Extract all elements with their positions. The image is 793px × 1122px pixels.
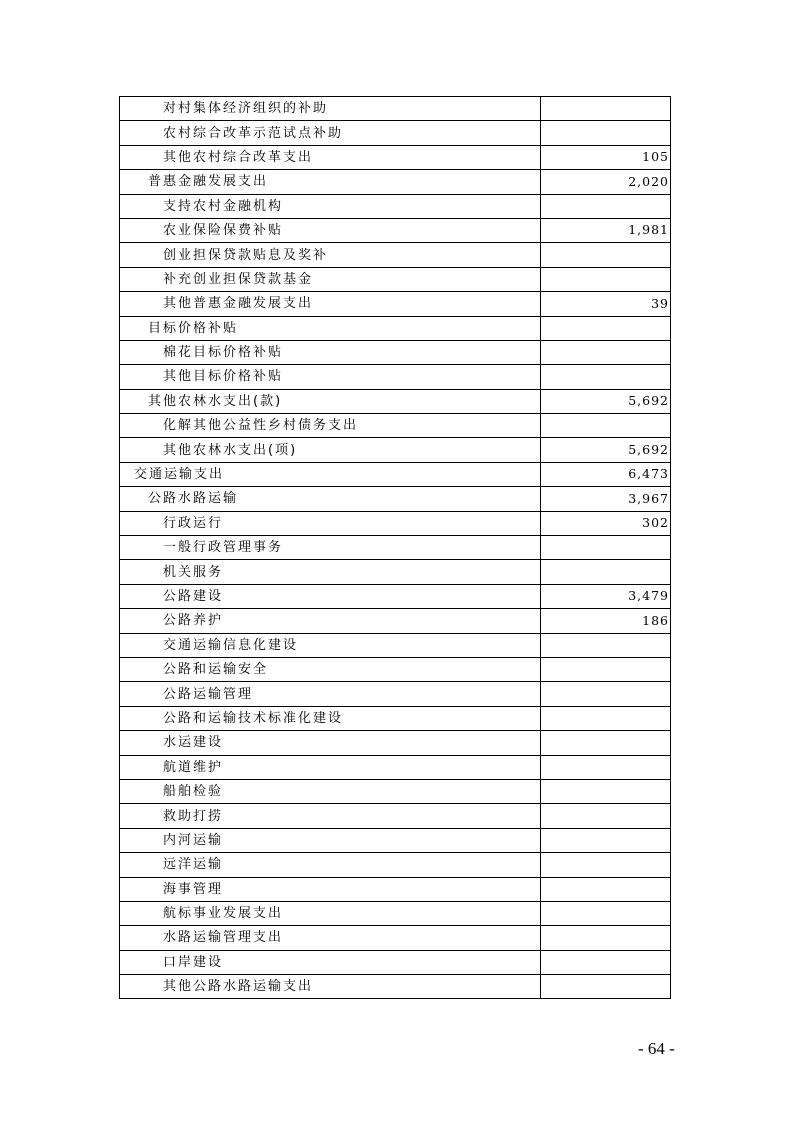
row-item-name	[120, 194, 541, 218]
row-item-name-text: 公路建设	[163, 589, 224, 604]
row-amount	[540, 536, 670, 560]
row-item-name	[120, 243, 541, 267]
row-item-name-text: 其他普惠金融发展支出	[163, 296, 314, 312]
row-item-name-text: 公路运输管理	[163, 686, 254, 702]
table-row	[120, 804, 671, 828]
row-item-name	[120, 584, 541, 608]
row-item-name	[120, 292, 541, 316]
row-item-name-text: 对村集体经济组织的补助	[163, 101, 329, 117]
table-row	[120, 414, 671, 438]
table-row	[120, 877, 671, 901]
row-amount	[540, 828, 670, 852]
row-amount	[540, 657, 670, 681]
row-item-name	[120, 389, 541, 413]
row-amount	[540, 365, 670, 389]
row-item-name	[120, 901, 541, 925]
budget-table	[119, 96, 671, 999]
row-item-name-text: 棉花目标价格补贴	[163, 345, 284, 361]
row-amount: 186	[540, 609, 670, 633]
table-row	[120, 267, 671, 291]
table-row	[120, 438, 671, 462]
table-row	[120, 218, 671, 242]
row-amount	[540, 194, 670, 218]
row-item-name	[120, 340, 541, 364]
row-item-name-text: 农业保险保费补贴	[163, 223, 284, 239]
row-item-name	[120, 877, 541, 901]
row-amount: 105	[540, 145, 670, 169]
row-item-name-text: 机关服务	[163, 564, 224, 580]
row-item-name	[120, 804, 541, 828]
table-row	[120, 462, 671, 486]
table-row	[120, 194, 671, 218]
row-amount: 1,981	[540, 218, 670, 242]
row-item-name	[120, 657, 541, 681]
row-item-name-text: 一般行政管理事务	[163, 540, 284, 556]
table-row	[120, 853, 671, 877]
row-amount	[540, 267, 670, 291]
table-row	[120, 340, 671, 364]
row-amount	[540, 755, 670, 779]
row-item-name	[120, 926, 541, 950]
row-item-name-text: 其他目标价格补贴	[163, 369, 284, 385]
row-item-name-text: 其他农林水支出(款)	[148, 393, 283, 409]
row-item-name	[120, 609, 541, 633]
row-amount	[540, 560, 670, 584]
row-item-name-text: 化解其他公益性乡村债务支出	[163, 418, 359, 434]
table-row	[120, 779, 671, 803]
row-amount: 3,479	[540, 584, 670, 608]
row-amount	[540, 779, 670, 803]
table-row	[120, 706, 671, 730]
row-item-name	[120, 414, 541, 438]
row-item-name-text: 内河运输	[163, 832, 224, 848]
row-item-name	[120, 145, 541, 169]
page-number: - 64 -	[638, 1039, 675, 1058]
row-item-name	[120, 706, 541, 730]
row-item-name	[120, 365, 541, 389]
row-item-name	[120, 779, 541, 803]
table-row	[120, 536, 671, 560]
table-row	[120, 243, 671, 267]
row-item-name-text: 公路水路运输	[148, 491, 239, 507]
row-item-name-text: 口岸建设	[163, 954, 224, 970]
row-item-name-text: 水路运输管理支出	[163, 930, 284, 946]
table-row	[120, 97, 671, 121]
table-body	[120, 97, 671, 999]
table-row	[120, 316, 671, 340]
table-row	[120, 633, 671, 657]
row-item-name	[120, 853, 541, 877]
table-row	[120, 657, 671, 681]
row-item-name-text: 公路和运输技术标准化建设	[163, 710, 344, 726]
table-row	[120, 584, 671, 608]
row-item-name	[120, 536, 541, 560]
row-amount	[540, 682, 670, 706]
row-amount: 3,967	[540, 487, 670, 511]
row-item-name-text: 创业担保贷款贴息及奖补	[163, 247, 329, 263]
row-item-name	[120, 121, 541, 145]
row-amount	[540, 804, 670, 828]
row-amount	[540, 633, 670, 657]
table-row	[120, 511, 671, 535]
row-item-name-text: 远洋运输	[163, 857, 224, 873]
row-item-name-text: 公路和运输安全	[163, 662, 269, 678]
table-row	[120, 901, 671, 925]
row-item-name-text: 普惠金融发展支出	[148, 174, 269, 190]
row-item-name-text: 交通运输支出	[134, 467, 225, 483]
table-row	[120, 121, 671, 145]
row-item-name	[120, 438, 541, 462]
row-item-name-text: 公路养护	[163, 613, 224, 629]
table-row	[120, 950, 671, 974]
row-item-name-text: 行政运行	[163, 515, 224, 531]
row-amount: 2,020	[540, 170, 670, 194]
row-item-name	[120, 487, 541, 511]
row-amount: 5,692	[540, 438, 670, 462]
table-row	[120, 170, 671, 194]
row-item-name	[120, 755, 541, 779]
row-amount	[540, 243, 670, 267]
table-row	[120, 365, 671, 389]
row-item-name-text: 其他农林水支出(项)	[163, 442, 298, 458]
row-item-name	[120, 462, 541, 486]
table-row	[120, 731, 671, 755]
row-item-name-text: 航标事业发展支出	[163, 906, 284, 922]
table-row	[120, 926, 671, 950]
row-amount	[540, 414, 670, 438]
table-row	[120, 609, 671, 633]
table-row	[120, 487, 671, 511]
row-item-name	[120, 975, 541, 999]
row-item-name-text: 救助打捞	[163, 808, 224, 824]
row-item-name-text: 船舶检验	[163, 784, 224, 800]
row-amount: 5,692	[540, 389, 670, 413]
row-item-name	[120, 97, 541, 121]
row-item-name	[120, 633, 541, 657]
row-item-name-text: 其他公路水路运输支出	[163, 979, 314, 995]
row-item-name	[120, 560, 541, 584]
table-row	[120, 292, 671, 316]
table-row	[120, 389, 671, 413]
row-amount	[540, 731, 670, 755]
table-row	[120, 975, 671, 999]
row-item-name	[120, 511, 541, 535]
row-amount: 6,473	[540, 462, 670, 486]
row-item-name	[120, 316, 541, 340]
row-amount	[540, 950, 670, 974]
row-amount: 39	[540, 292, 670, 316]
row-amount	[540, 706, 670, 730]
row-amount	[540, 877, 670, 901]
table-row	[120, 828, 671, 852]
row-item-name	[120, 731, 541, 755]
row-item-name	[120, 828, 541, 852]
row-amount	[540, 316, 670, 340]
row-item-name-text: 交通运输信息化建设	[163, 637, 299, 653]
row-item-name	[120, 950, 541, 974]
row-amount	[540, 901, 670, 925]
table-row	[120, 145, 671, 169]
row-item-name	[120, 267, 541, 291]
row-item-name-text: 补充创业担保贷款基金	[163, 271, 314, 287]
row-item-name	[120, 170, 541, 194]
row-item-name-text: 水运建设	[163, 735, 224, 751]
row-amount	[540, 340, 670, 364]
table-row	[120, 560, 671, 584]
row-amount	[540, 926, 670, 950]
row-amount	[540, 853, 670, 877]
row-amount	[540, 97, 670, 121]
row-item-name-text: 目标价格补贴	[148, 320, 239, 336]
row-item-name-text: 其他农村综合改革支出	[163, 149, 314, 165]
table-row	[120, 755, 671, 779]
row-item-name	[120, 218, 541, 242]
row-amount	[540, 975, 670, 999]
row-item-name-text: 航道维护	[163, 759, 224, 775]
row-item-name-text: 支持农村金融机构	[163, 198, 284, 214]
table-row	[120, 682, 671, 706]
row-item-name-text: 海事管理	[163, 881, 224, 897]
row-item-name	[120, 682, 541, 706]
row-item-name-text: 农村综合改革示范试点补助	[163, 125, 344, 141]
row-amount	[540, 121, 670, 145]
row-amount: 302	[540, 511, 670, 535]
